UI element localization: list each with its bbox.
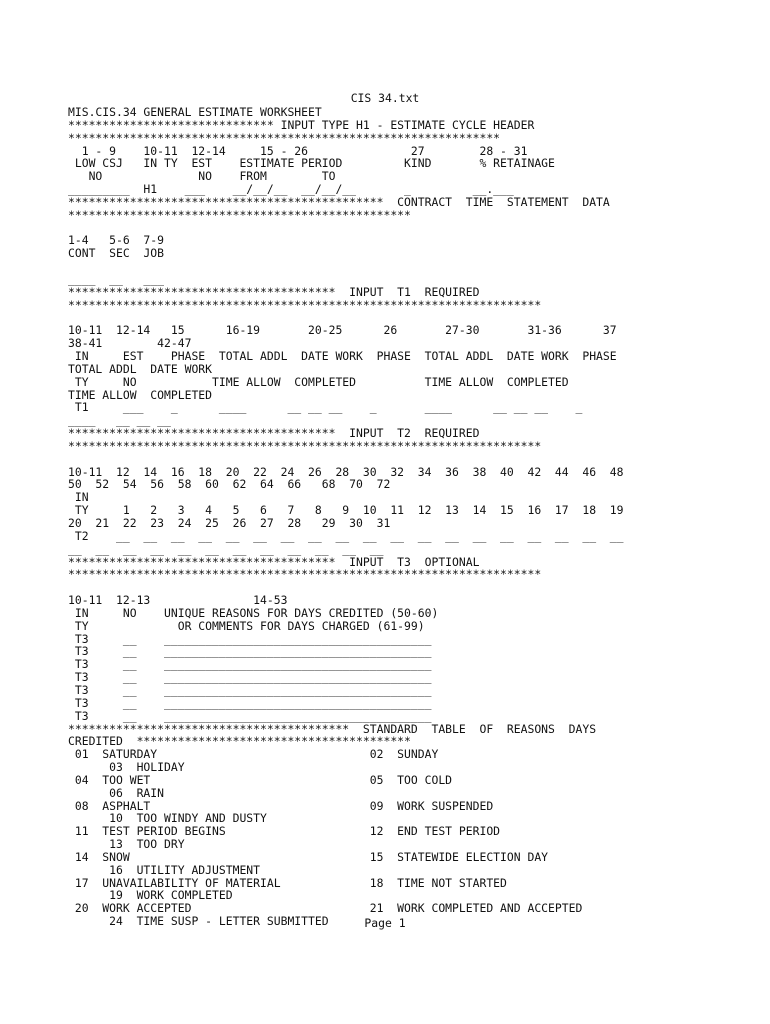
- text-line: T3 __ _______________________________________: [68, 657, 432, 672]
- text-line: [68, 453, 768, 466]
- text-line: CONT SEC JOB: [68, 246, 165, 261]
- text-line: 11 TEST PERIOD BEGINS 12 END TEST PERIOD: [68, 824, 501, 839]
- text-line: *************************************** INPUT T2 REQUIRED: [68, 426, 480, 441]
- text-line: 16 UTILITY ADJUSTMENT: [68, 862, 261, 877]
- text-line: *********************************************************************: [68, 297, 542, 312]
- text-line: TIME ALLOW COMPLETED: [68, 387, 213, 402]
- text-line: 03 HOLIDAY: [68, 760, 185, 775]
- text-line: IN: [68, 490, 89, 505]
- text-line: *************************************** INPUT T3 OPTIONAL: [68, 554, 480, 569]
- text-line: [68, 222, 768, 235]
- text-line: *********************************************************************: [68, 567, 542, 582]
- text-line: T3 __ _______________________________________: [68, 708, 432, 723]
- text-line: T3 __ _______________________________________: [68, 644, 432, 659]
- text-line: _________ H1 ___ __/__/__ __/__/__ _ __.___: [68, 182, 514, 197]
- text-line: MIS.CIS.34 GENERAL ESTIMATE WORKSHEET: [68, 105, 322, 119]
- text-line: 14 SNOW 15 STATEWIDE ELECTION DAY: [68, 849, 549, 864]
- text-line: TY NO TIME ALLOW COMPLETED TIME ALLOW COMPLETED: [68, 374, 569, 389]
- text-line: T1 ___ _ ____ __ __ __ _ ____ __ __ __ _: [68, 400, 583, 415]
- text-line: **************************************************: [68, 207, 411, 222]
- text-line: ********************************************** CONTRACT TIME STATEMENT DATA: [68, 194, 610, 209]
- text-line: IN EST PHASE TOTAL ADDL DATE WORK PHASE TOTAL ADDL DATE WORK PHASE: [68, 349, 617, 364]
- text-line: 10-11 12-13 14-53: [68, 593, 288, 608]
- text-line: __ __ __ __ __ __ __ __ __ __ __ __: [68, 541, 384, 556]
- text-line: 20 21 22 23 24 25 26 27 28 29 30 31: [68, 516, 391, 530]
- text-line: NO NO FROM TO: [68, 169, 336, 184]
- text-line: 04 TOO WET 05 TOO COLD: [68, 772, 453, 787]
- text-line: ****************************** INPUT TYPE H1 - ESTIMATE CYCLE HEADER: [68, 117, 535, 132]
- text-line: 10-11 12-14 15 16-19 20-25 26 27-30 31-36 37: [68, 323, 617, 338]
- document-title: CIS 34.txt: [350, 91, 420, 105]
- text-line: *********************************************************************: [68, 438, 542, 453]
- text-line: TY 1 2 3 4 5 6 7 8 9 10 11 12 13 14 15 16 17 18 19: [68, 503, 624, 518]
- text-line: 01 SATURDAY 02 SUNDAY: [68, 747, 439, 762]
- text-line: 20 WORK ACCEPTED 21 WORK COMPLETED AND ACCEPTED: [68, 901, 583, 916]
- page-footer: Page 1: [364, 916, 406, 930]
- text-line: CREDITED ****************************************: [68, 734, 411, 749]
- text-line: TOTAL ADDL DATE WORK: [68, 361, 213, 376]
- text-line: 10 TOO WINDY AND DUSTY: [68, 811, 267, 826]
- text-line: LOW CSJ IN TY EST ESTIMATE PERIOD KIND % RETAINAGE: [68, 156, 555, 171]
- text-line: 19 WORK COMPLETED: [68, 888, 233, 903]
- text-line: 50 52 54 56 58 60 62 64 66 68 70 72: [68, 477, 391, 492]
- text-line: 13 TOO DRY: [68, 837, 185, 852]
- text-line: 1-4 5-6 7-9: [68, 233, 165, 248]
- text-line: *************************************** INPUT T1 REQUIRED: [68, 284, 480, 299]
- text-line: T3 __ _______________________________________: [68, 670, 432, 685]
- text-line: [68, 260, 768, 273]
- document-body: [68, 106, 768, 928]
- text-line: TY OR COMMENTS FOR DAYS CHARGED (61-99): [68, 618, 425, 633]
- text-line: ***************************************** STANDARD TABLE OF REASONS DAYS: [68, 721, 597, 736]
- text-line: 10-11 12 14 16 18 20 22 24 26 28 30 32 34 36 38 40 42 44 46 48: [68, 464, 624, 479]
- text-line: T3 __ _______________________________________: [68, 682, 432, 697]
- text-line: 38-41 42-47: [68, 336, 192, 351]
- text-line: 17 UNAVAILABILITY OF MATERIAL 18 TIME NOT STARTED: [68, 875, 507, 890]
- text-line: 1 - 9 10-11 12-14 15 - 26 27 28 - 31: [68, 143, 528, 158]
- text-line: ***************************************************************: [68, 130, 501, 145]
- text-line: T2 __ __ __ __ __ __ __ __ __ __ __ __ __ __ __ __ __ __ __: [68, 528, 624, 543]
- text-line: ____ __ __ __: [68, 413, 171, 428]
- text-line: 08 ASPHALT 09 WORK SUSPENDED: [68, 798, 494, 813]
- text-line: 24 TIME SUSP - LETTER SUBMITTED: [68, 914, 329, 929]
- text-line: IN NO UNIQUE REASONS FOR DAYS CREDITED (50-60): [68, 605, 439, 620]
- text-line: T3 __ _______________________________________: [68, 695, 432, 710]
- text-line: T3 __ _______________________________________: [68, 631, 432, 646]
- text-line: 06 RAIN: [68, 785, 165, 800]
- text-line: ____ __ ___: [68, 271, 165, 286]
